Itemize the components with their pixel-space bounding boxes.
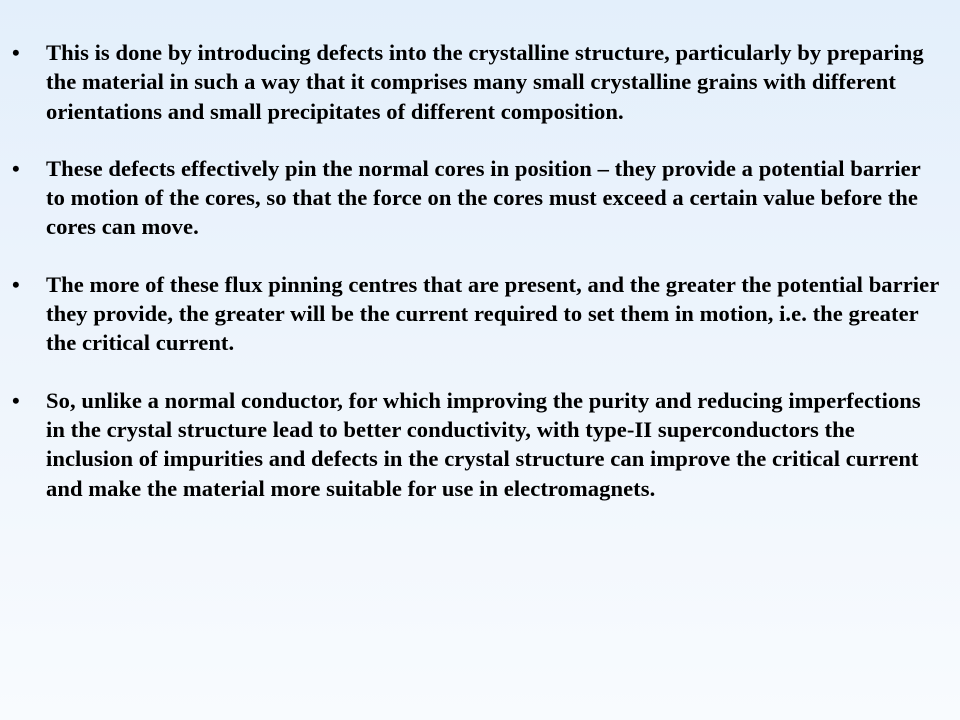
bullet-dot-icon: •	[12, 387, 20, 413]
bullet-item-defects-intro	[12, 38, 942, 126]
bullet-text: This is done by introducing defects into the crystalline structure, particularly by preparing the material in such a way that it comprises many small crystalline grains with different orientations and small precipitates of different composition.	[46, 40, 924, 124]
bullet-text: These defects effectively pin the normal cores in position – they provide a potential barrier to motion of the cores, so that the force on the cores must exceed a certain value before the cores can move.	[46, 155, 921, 240]
bullet-item-pinning	[12, 154, 942, 242]
bullet-dot-icon: •	[12, 155, 20, 181]
bullet-item-conclusion	[12, 386, 942, 503]
bullet-list	[12, 38, 942, 503]
bullet-dot-icon: •	[12, 40, 20, 65]
bullet-dot-icon: •	[12, 271, 20, 297]
bullet-text: So, unlike a normal conductor, for which improving the purity and reducing imperfections in the crystal structure lead to better conductivity, with type-II superconductors the inclusion of impurities and defects in the crystal structure can improve the critical current and make the material more suitable for use in electromagnets.	[46, 387, 921, 501]
bullet-item-pinning-centres	[12, 270, 942, 358]
bullet-text: The more of these flux pinning centres that are present, and the greater the potential barrier they provide, the greater will be the current required to set them in motion, i.e. the greater the critical current.	[46, 271, 939, 356]
